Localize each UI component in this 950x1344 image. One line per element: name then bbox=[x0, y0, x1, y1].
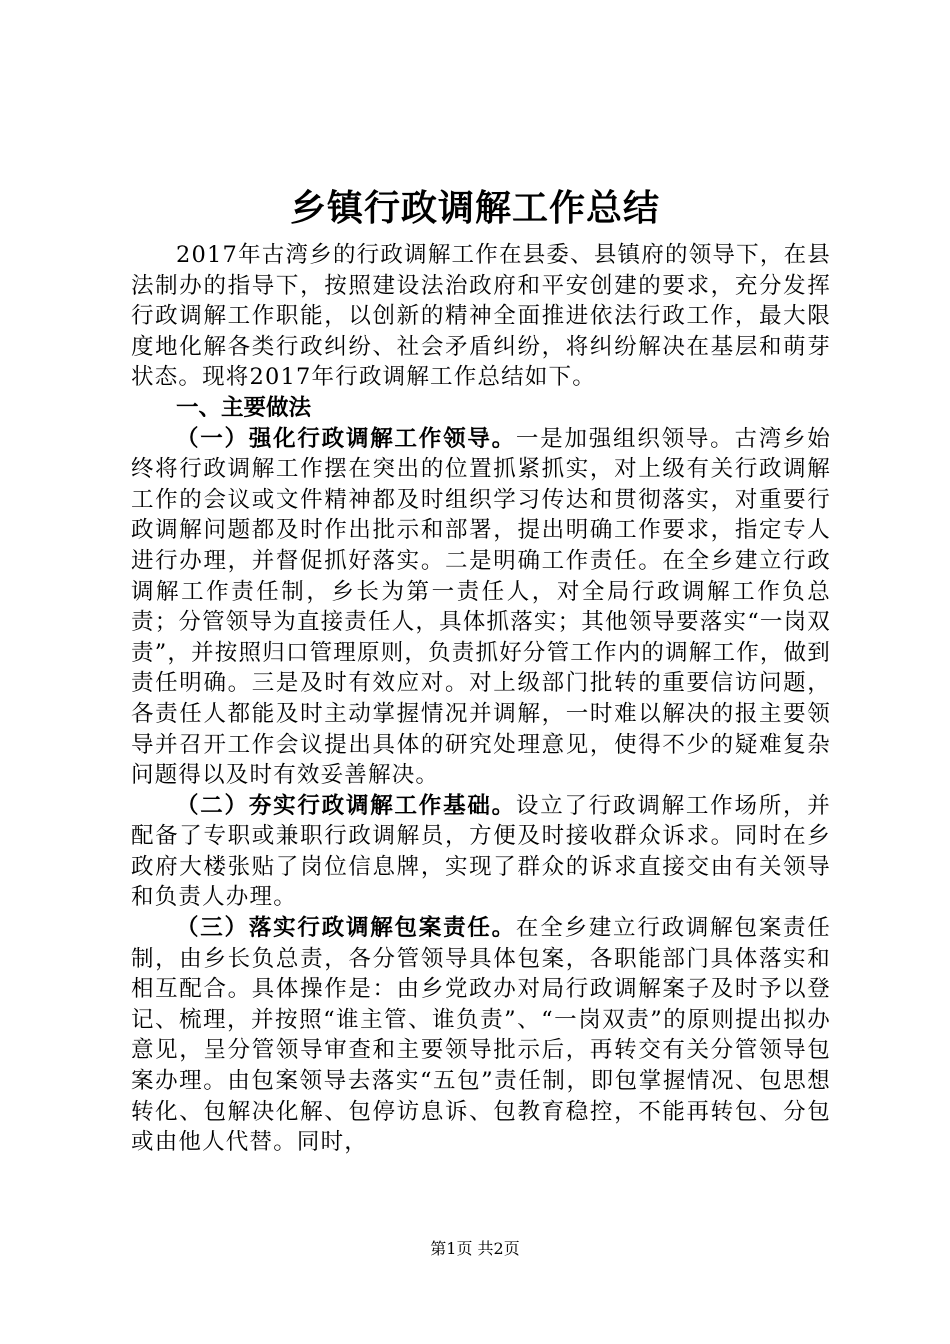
item-1-lead: （一）强化行政调解工作领导。 bbox=[176, 425, 516, 452]
page-footer: 第1页 共2页 bbox=[430, 1239, 520, 1258]
item-3-text: 在全乡建立行政调解包案责任制，由乡长负总责，各分管领导具体包案，各职能部门具体落实和相互配合。具体操作是：由乡党政办对局行政调解案子及时予以登记、梳理，并按照“谁主管、谁负责”、“一岗双责”的原则提出拟办意见，呈分管领导审查和主要领导批示后，再转交有关分管领导包案办理。由包案领导去落实“五包”责任制，即包掌握情况、包思想转化、包解决化解、包停访息诉、包教育稳控，不能再转包、分包或由他人代替。同时， bbox=[131, 915, 831, 1156]
item-2-lead: （二）夯实行政调解工作基础。 bbox=[176, 792, 516, 819]
item-2-text: 设立了行政调解工作场所，并配备了专职或兼职行政调解员，方便及时接收群众诉求。同时在乡政府大楼张贴了岗位信息牌，实现了群众的诉求直接交由有关领导和负责人办理。 bbox=[131, 792, 831, 911]
paragraph-item-2 bbox=[131, 791, 831, 913]
item-3-lead: （三）落实行政调解包案责任。 bbox=[176, 915, 516, 942]
item-1-text: 一是加强组织领导。古湾乡始终将行政调解工作摆在突出的位置抓紧抓实，对上级有关行政调解工作的会议或文件精神都及时组织学习传达和贯彻落实，对重要行政调解问题都及时作出批示和部署，提出明确工作要求，指定专人进行办理，并督促抓好落实。二是明确工作责任。在全乡建立行政调解工作责任制，乡长为第一责任人，对全局行政调解工作负总责；分管领导为直接责任人，具体抓落实；其他领导要落实“一岗双责”，并按照归口管理原则，负责抓好分管工作内的调解工作，做到责任明确。三是及时有效应对。对上级部门批转的重要信访问题，各责任人都能及时主动掌握情况并调解，一时难以解决的报主要领导并召开工作会议提出具体的研究处理意见，使得不少的疑难复杂问题得以及时有效妥善解决。 bbox=[131, 425, 832, 789]
paragraph-item-1 bbox=[131, 424, 831, 791]
intro-paragraph: 2017年古湾乡的行政调解工作在县委、县镇府的领导下，在县法制办的指导下，按照建设法治政府和平安创建的要求，充分发挥行政调解工作职能，以创新的精神全面推进依法行政工作，最大限度地化解各类行政纠纷、社会矛盾纠纷，将纠纷解决在基层和萌芽状态。现将2017年行政调解工作总结如下。 bbox=[131, 242, 831, 391]
paragraph-item-3 bbox=[131, 913, 831, 1158]
document-body bbox=[131, 240, 831, 1158]
section-heading-main-practices: 一、主要做法 bbox=[176, 394, 312, 421]
document-title: 乡镇行政调解工作总结 bbox=[289, 187, 660, 229]
